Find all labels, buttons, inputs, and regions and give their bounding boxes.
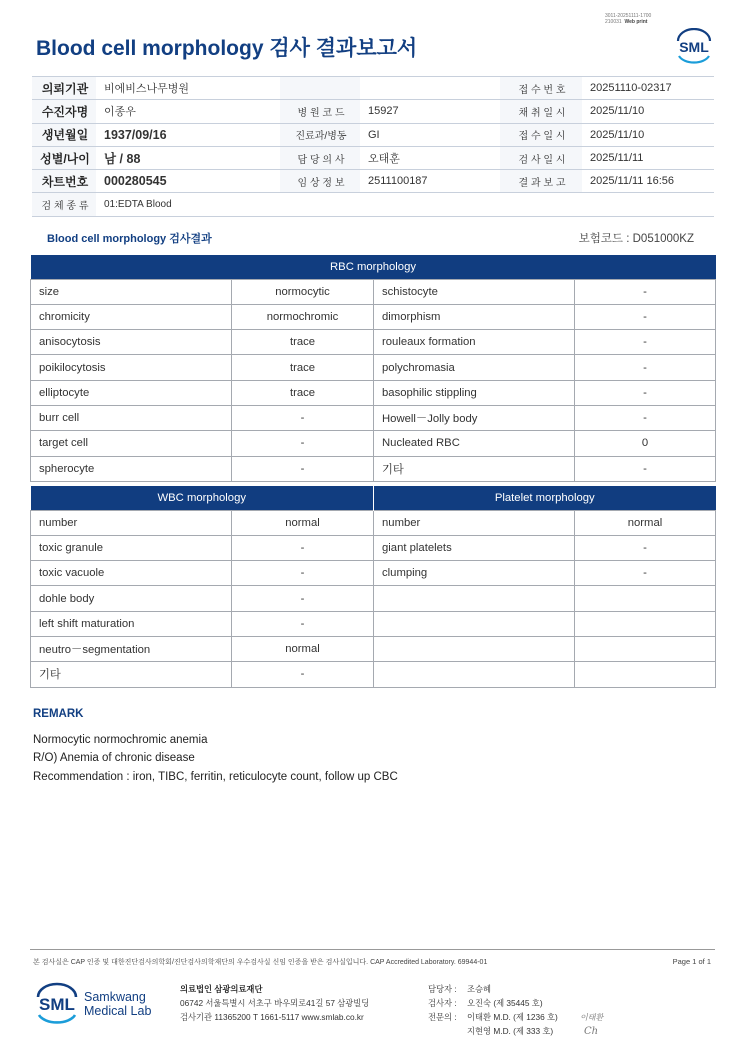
item-name: schistocyte xyxy=(374,279,575,304)
info-label: 진료과/병동 xyxy=(280,123,360,146)
info-value: 이종우 xyxy=(96,100,280,123)
item-result: trace xyxy=(232,330,374,355)
info-label: 차트번호 xyxy=(32,170,96,193)
remark-line: Normocytic normochromic anemia xyxy=(33,734,208,746)
item-name: Nucleated RBC xyxy=(374,431,575,456)
wbc-platelet-table xyxy=(30,486,716,688)
signature-1: 이태환 xyxy=(580,1013,604,1022)
item-name: left shift maturation xyxy=(31,611,232,636)
table-row xyxy=(31,510,716,535)
staff-key: 담당자 : xyxy=(428,984,457,994)
item-result: - xyxy=(575,535,716,560)
info-row xyxy=(32,100,714,123)
table-row xyxy=(31,456,716,481)
info-label: 임 상 정 보 xyxy=(280,170,360,193)
info-label: 의뢰기관 xyxy=(32,77,96,100)
item-name: dimorphism xyxy=(374,304,575,329)
info-label xyxy=(280,77,360,100)
info-row-specimen xyxy=(32,193,714,216)
web-print-label: Web print xyxy=(624,19,648,25)
item-result: normocytic xyxy=(232,279,374,304)
remark-text xyxy=(33,731,398,786)
info-row xyxy=(32,170,714,193)
staff-key: 검사자 : xyxy=(428,998,457,1008)
platelet-header: Platelet morphology xyxy=(374,486,716,510)
item-result: - xyxy=(232,662,374,687)
sml-logo xyxy=(674,28,714,64)
table-row xyxy=(31,380,716,405)
item-name: burr cell xyxy=(31,405,232,430)
item-name: size xyxy=(31,279,232,304)
item-result xyxy=(575,611,716,636)
item-result xyxy=(575,586,716,611)
item-result: normal xyxy=(232,636,374,661)
item-name: spherocyte xyxy=(31,456,232,481)
info-label: 결 과 보 고 xyxy=(500,170,582,193)
info-value: 비에비스나무병원 xyxy=(96,77,280,100)
footer-logo-sml: SML xyxy=(39,995,75,1014)
item-result: - xyxy=(575,304,716,329)
patient-info-table xyxy=(32,76,714,217)
table-row xyxy=(31,279,716,304)
item-result: - xyxy=(232,405,374,430)
table-row xyxy=(31,611,716,636)
signature-2: Ch xyxy=(584,1026,599,1037)
item-result: normochromic xyxy=(232,304,374,329)
info-label: 담 당 의 사 xyxy=(280,146,360,169)
info-row xyxy=(32,123,714,146)
info-value: 2025/11/10 xyxy=(582,123,714,146)
info-value: 남 / 88 xyxy=(96,146,280,169)
remark-title: REMARK xyxy=(33,708,84,720)
item-name xyxy=(374,662,575,687)
report-code-line2: 210031 xyxy=(605,19,622,25)
specimen-label: 검 체 종 류 xyxy=(32,193,96,216)
item-result: normal xyxy=(232,510,374,535)
staff-value: 오진숙 (제 35445 호) xyxy=(467,998,543,1008)
item-name: basophilic stippling xyxy=(374,380,575,405)
item-result: - xyxy=(575,330,716,355)
info-value: 000280545 xyxy=(96,170,280,193)
item-name: rouleaux formation xyxy=(374,330,575,355)
item-result: - xyxy=(232,431,374,456)
item-result: 0 xyxy=(575,431,716,456)
org-address: 06742 서울특별시 서초구 바우뫼로41길 57 삼광빌딩 xyxy=(180,998,370,1008)
org-name: 의료법인 삼광의료재단 xyxy=(180,984,263,994)
item-name: polychromasia xyxy=(374,355,575,380)
item-result xyxy=(575,662,716,687)
footer-logo-line1: Samkwang xyxy=(84,990,146,1004)
item-name: neutro－segmentation xyxy=(31,636,232,661)
table-row xyxy=(31,535,716,560)
info-value: 15927 xyxy=(360,100,500,123)
staff-key: 전문의 : xyxy=(428,1012,457,1022)
insurance-code: 보험코드 : D051000KZ xyxy=(578,233,694,245)
item-result: normal xyxy=(575,510,716,535)
item-name: anisocytosis xyxy=(31,330,232,355)
sml-logo-text: SML xyxy=(679,39,709,55)
item-result: - xyxy=(575,456,716,481)
footer-divider xyxy=(30,949,715,950)
item-name: elliptocyte xyxy=(31,380,232,405)
table-row xyxy=(31,355,716,380)
info-value: 20251110-02317 xyxy=(582,77,714,100)
table-row xyxy=(31,662,716,687)
staff-value: 이태환 M.D. (제 1236 호) xyxy=(467,1012,558,1022)
item-result: - xyxy=(575,405,716,430)
staff-key xyxy=(428,1024,467,1038)
info-value: 오태훈 xyxy=(360,146,500,169)
remark-line: R/O) Anemia of chronic disease xyxy=(33,752,195,765)
item-result: - xyxy=(575,380,716,405)
info-value xyxy=(360,77,500,100)
org-contact: 검사기관 11365200 T 1661-5117 www.smlab.co.kr xyxy=(180,1012,364,1022)
item-name: clumping xyxy=(374,561,575,586)
specimen-value: 01:EDTA Blood xyxy=(96,193,714,216)
item-name: Howell－Jolly body xyxy=(374,405,575,430)
info-label: 성별/나이 xyxy=(32,146,96,169)
info-label: 채 취 일 시 xyxy=(500,100,582,123)
item-result: - xyxy=(232,456,374,481)
item-name: giant platelets xyxy=(374,535,575,560)
staff-value: 조승혜 xyxy=(467,984,492,994)
table-row xyxy=(31,636,716,661)
info-value: GI xyxy=(360,123,500,146)
table-row xyxy=(31,561,716,586)
footer-logo-line2: Medical Lab xyxy=(84,1004,152,1018)
item-result: - xyxy=(575,355,716,380)
rbc-header: RBC morphology xyxy=(31,255,716,279)
rbc-morphology-table xyxy=(30,255,716,482)
page-number: Page 1 of 1 xyxy=(672,957,711,966)
report-code xyxy=(605,13,651,25)
table-row xyxy=(31,431,716,456)
item-result: - xyxy=(232,535,374,560)
item-name: number xyxy=(31,510,232,535)
item-name: toxic granule xyxy=(31,535,232,560)
samkwang-logo xyxy=(36,981,166,1025)
item-result: - xyxy=(232,611,374,636)
item-name xyxy=(374,636,575,661)
item-name: toxic vacuole xyxy=(31,561,232,586)
info-value: 1937/09/16 xyxy=(96,123,280,146)
page-title: Blood cell morphology 검사 결과보고서 xyxy=(36,37,418,60)
item-name: dohle body xyxy=(31,586,232,611)
info-label: 접 수 일 시 xyxy=(500,123,582,146)
info-row xyxy=(32,146,714,169)
item-name xyxy=(374,611,575,636)
item-name: target cell xyxy=(31,431,232,456)
info-label: 병 원 코 드 xyxy=(280,100,360,123)
item-name: 기타 xyxy=(374,456,575,481)
item-result: trace xyxy=(232,380,374,405)
item-result: - xyxy=(575,561,716,586)
item-result xyxy=(575,636,716,661)
info-label: 접 수 번 호 xyxy=(500,77,582,100)
item-result: - xyxy=(232,586,374,611)
item-result: - xyxy=(232,561,374,586)
info-value: 2025/11/11 16:56 xyxy=(582,170,714,193)
info-value: 2025/11/10 xyxy=(582,100,714,123)
item-result: - xyxy=(575,279,716,304)
info-value: 2025/11/11 xyxy=(582,146,714,169)
table-row xyxy=(31,405,716,430)
item-name: 기타 xyxy=(31,662,232,687)
wbc-header: WBC morphology xyxy=(31,486,374,510)
info-label: 검 사 일 시 xyxy=(500,146,582,169)
accreditation-note: 본 검사실은 CAP 인증 및 대한진단검사의학회/진단검사의학재단의 우수검사실 신임 인증을 받은 검사실입니다. CAP Accredited Laboratory. 69944-01 xyxy=(33,959,488,966)
staff-info xyxy=(428,982,558,1038)
table-row xyxy=(31,586,716,611)
item-name: chromicity xyxy=(31,304,232,329)
info-row xyxy=(32,77,714,100)
info-value: 2511100187 xyxy=(360,170,500,193)
item-name xyxy=(374,586,575,611)
table-row xyxy=(31,304,716,329)
organization-info xyxy=(180,982,369,1024)
item-name: poikilocytosis xyxy=(31,355,232,380)
info-label: 수진자명 xyxy=(32,100,96,123)
remark-line: Recommendation : iron, TIBC, ferritin, reticulocyte count, follow up CBC xyxy=(33,770,398,783)
item-name: number xyxy=(374,510,575,535)
report-code-line1: 3011-20251111-1700 xyxy=(605,13,652,19)
info-label: 생년월일 xyxy=(32,123,96,146)
staff-value: 지현영 M.D. (제 333 호) xyxy=(467,1026,554,1036)
results-section-title: Blood cell morphology 검사결과 xyxy=(47,233,212,245)
item-result: trace xyxy=(232,355,374,380)
table-row xyxy=(31,330,716,355)
